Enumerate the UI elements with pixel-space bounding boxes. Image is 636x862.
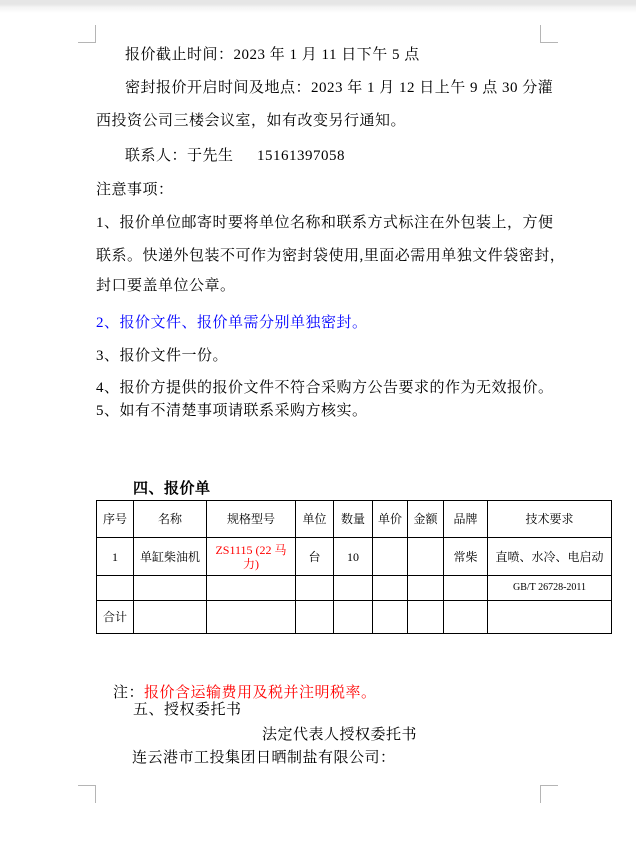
contact-person: 联系人：于先生 [125, 148, 234, 164]
note-3: 3、报价文件一份。 [96, 348, 229, 364]
cell-unit: 台 [296, 538, 334, 576]
header-brand: 品牌 [444, 501, 488, 538]
section-poa-title: 五、授权委托书 [133, 702, 242, 718]
cell-techreq: 直喷、水冷、电启动 [488, 538, 612, 576]
cell-standard-code: GB/T 26728-2011 [488, 576, 612, 601]
section-quotation-title: 四、报价单 [133, 481, 211, 497]
line-seal-opening-2: 西投资公司三楼会议室，如有改变另行通知。 [96, 113, 407, 129]
header-seq: 序号 [97, 501, 134, 538]
cell-empty [408, 601, 444, 634]
freight-note-red-text: 报价含运输费用及税并注明税率。 [144, 685, 377, 701]
cell-empty [207, 601, 296, 634]
page-top-edge-strip [0, 0, 636, 13]
header-techreq: 技术要求 [488, 501, 612, 538]
contact-phone: 15161397058 [257, 148, 345, 164]
table-row-total [97, 601, 612, 634]
cell-empty [444, 576, 488, 601]
cell-empty [373, 601, 408, 634]
note-1-line-3: 封口要盖单位公章。 [96, 278, 236, 294]
cell-amount [408, 538, 444, 576]
freight-note-prefix: 注： [113, 685, 145, 701]
table-row-item [97, 538, 612, 576]
cell-empty [134, 576, 207, 601]
cell-brand: 常柴 [444, 538, 488, 576]
header-qty: 数量 [334, 501, 373, 538]
cell-qty: 10 [334, 538, 373, 576]
cell-empty [488, 601, 612, 634]
cell-total-label: 合计 [97, 601, 134, 634]
note-4: 4、报价方提供的报价文件不符合采购方公告要求的作为无效报价。 [96, 380, 554, 396]
cell-seq: 1 [97, 538, 134, 576]
cell-unitprice [373, 538, 408, 576]
margin-crop-mark-top-right [540, 25, 558, 43]
note-1-line-1: 1、报价单位邮寄时要将单位名称和联系方式标注在外包装上，方便 [96, 215, 554, 231]
cell-empty [207, 576, 296, 601]
cell-empty [334, 576, 373, 601]
cell-empty [444, 601, 488, 634]
cell-empty [296, 576, 334, 601]
header-name: 名称 [134, 501, 207, 538]
note-2: 2、报价文件、报价单需分别单独密封。 [96, 315, 368, 331]
table-header-row [97, 501, 612, 538]
line-seal-opening-1: 密封报价开启时间及地点：2023 年 1 月 12 日上午 9 点 30 分灌 [125, 80, 554, 96]
poa-heading: 法定代表人授权委托书 [262, 727, 418, 743]
cell-empty [408, 576, 444, 601]
note-5: 5、如有不清楚事项请联系采购方核实。 [96, 403, 368, 419]
line-quote-deadline: 报价截止时间：2023 年 1 月 11 日下午 5 点 [125, 47, 420, 63]
margin-crop-mark-bottom-left [78, 785, 96, 803]
cell-spec: ZS1115 (22 马力) [207, 538, 296, 576]
cell-empty [134, 601, 207, 634]
notes-heading: 注意事项： [96, 182, 174, 198]
margin-crop-mark-bottom-right [540, 785, 558, 803]
cell-empty [296, 601, 334, 634]
cell-name: 单缸柴油机 [134, 538, 207, 576]
cell-empty [373, 576, 408, 601]
company-salutation: 连云港市工投集团日晒制盐有限公司： [132, 750, 396, 766]
header-amount: 金额 [408, 501, 444, 538]
cell-empty [334, 601, 373, 634]
quotation-table [96, 500, 612, 634]
margin-crop-mark-top-left [78, 25, 96, 43]
note-1-line-2: 联系。快递外包装不可作为密封袋使用,里面必需用单独文件袋密封， [96, 248, 566, 264]
header-unitprice: 单价 [373, 501, 408, 538]
table-row-standard [97, 576, 612, 601]
header-unit: 单位 [296, 501, 334, 538]
header-spec: 规格型号 [207, 501, 296, 538]
cell-empty [97, 576, 134, 601]
